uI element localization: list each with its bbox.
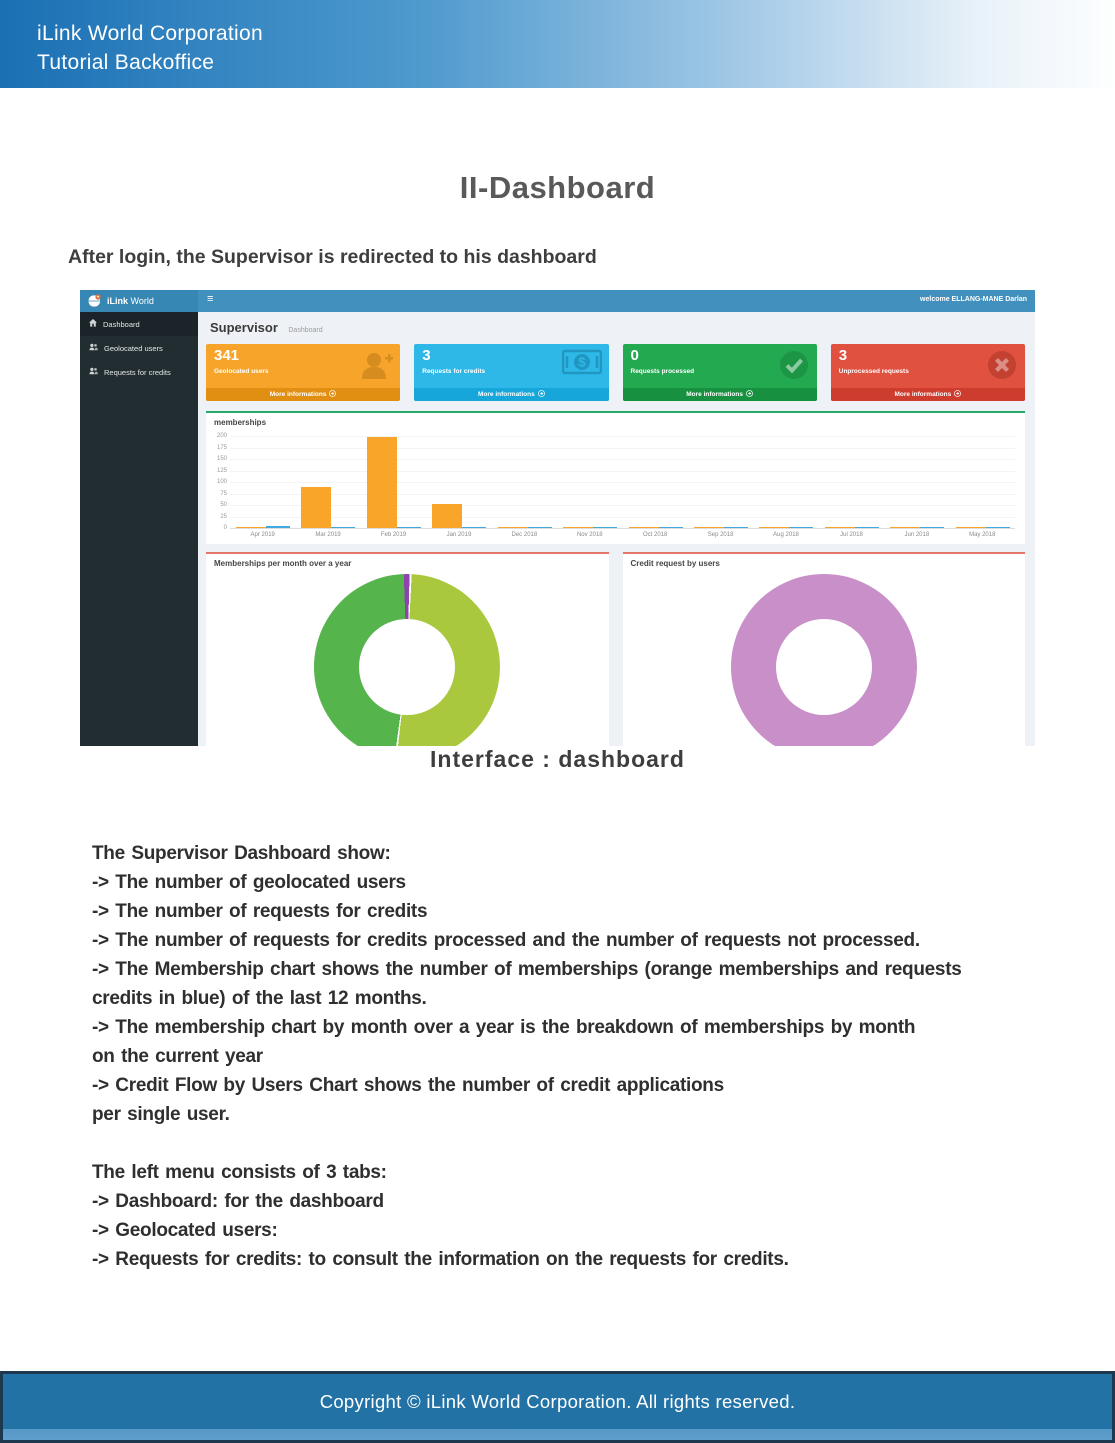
bar-group-mar-2019 [301, 487, 355, 528]
body-text [92, 839, 1052, 1274]
requests-credits-bar [462, 527, 486, 528]
requests-credits-bar [986, 527, 1010, 528]
users-icon [89, 343, 98, 353]
gridline [230, 528, 1015, 529]
content-breadcrumb: Dashboard [288, 327, 323, 334]
memberships-bar [825, 527, 855, 528]
arrow-circle-icon [538, 390, 545, 399]
page-title: II-Dashboard [459, 170, 656, 205]
requests-credits-bar [331, 527, 355, 528]
body-line: -> Credit Flow by Users Chart shows the number of credit applications [92, 1075, 724, 1096]
more-informations-link[interactable]: More informations [414, 388, 608, 401]
stat-card-geolocated-users [206, 344, 400, 401]
requests-credits-bar [789, 527, 813, 528]
x-axis-label: Feb 2019 [380, 532, 407, 538]
memberships-chart-panel [206, 411, 1025, 544]
y-axis-tick: 175 [216, 444, 227, 451]
x-axis-label: Mar 2019 [315, 532, 341, 538]
donut-charts-row [206, 552, 1025, 746]
stat-label: Unprocessed requests [838, 368, 909, 375]
content-header [198, 312, 1035, 342]
body-line: -> The number of requests for credits processed and the number of requests not processed. [92, 930, 920, 951]
sidebar-item-label: Geolocated users [104, 343, 163, 353]
body-line: -> Requests for credits: to consult the information on the requests for credits. [92, 1249, 789, 1270]
gridline [230, 482, 1015, 483]
stat-label: Requests processed [630, 368, 695, 375]
memberships-bar [301, 487, 331, 528]
body-line: -> Dashboard: for the dashboard [92, 1191, 384, 1212]
stat-value: 3 [838, 347, 848, 364]
x-axis-label: Oct 2018 [643, 532, 668, 538]
body-line: per single user. [92, 1104, 230, 1125]
requests-credits-bar [397, 527, 421, 528]
bar-group-apr-2019 [236, 526, 290, 528]
memberships-donut-panel [206, 552, 609, 746]
bar-group-oct-2018 [629, 527, 683, 528]
body-line: -> Geolocated users: [92, 1220, 278, 1241]
credit-requests-donut-panel [623, 552, 1026, 746]
y-axis-tick: 50 [220, 502, 227, 508]
bar-group-feb-2019 [367, 437, 421, 528]
more-informations-link[interactable]: More informations [831, 388, 1025, 401]
globe-pin-icon [88, 294, 102, 308]
sidebar-item-label: Requests for credits [104, 367, 171, 377]
arrow-circle-icon [329, 390, 336, 399]
stat-value: 3 [422, 347, 431, 364]
user-plus-icon [359, 349, 393, 386]
dashboard-main [198, 312, 1035, 746]
screenshot-caption: Interface : dashboard [430, 746, 685, 772]
memberships-bar-chart [216, 433, 1015, 538]
stat-card-unprocessed-requests [831, 344, 1025, 401]
requests-credits-bar [855, 527, 879, 528]
bar-group-may-2018 [956, 527, 1010, 528]
donut-hole [776, 619, 872, 715]
stat-card-requests-for-credits [414, 344, 608, 401]
stat-card-requests-processed [623, 344, 817, 401]
requests-credits-bar [593, 527, 617, 528]
document-header [0, 0, 1115, 88]
x-axis-label: May 2018 [969, 532, 996, 538]
bar-group-jun-2018 [890, 527, 944, 528]
body-line: The Supervisor Dashboard show: [92, 843, 391, 864]
y-axis-tick: 0 [223, 525, 227, 531]
bar-group-nov-2018 [563, 527, 617, 528]
requests-credits-bar [920, 527, 944, 528]
y-axis-tick: 75 [220, 490, 227, 497]
memberships-bar [236, 527, 266, 528]
stat-label: Geolocated users [214, 368, 269, 375]
stat-label: Requests for credits [422, 368, 486, 375]
memberships-donut-title: Memberships per month over a year [214, 559, 352, 568]
body-line: -> The number of requests for credits [92, 901, 428, 922]
memberships-chart-title: memberships [214, 418, 267, 427]
menu-toggle-icon[interactable]: ≡ [207, 293, 214, 305]
body-line [92, 1129, 1052, 1158]
x-axis-label: Nov 2018 [576, 532, 603, 538]
memberships-bar [563, 527, 593, 528]
y-axis-tick: 150 [216, 456, 227, 462]
welcome-user-text: welcome ELLANG-MANE Darlan [920, 296, 1027, 303]
credit-requests-donut-chart [731, 574, 917, 746]
body-line: -> The membership chart by month over a year is the breakdown of memberships by month [92, 1017, 916, 1038]
memberships-bar [432, 504, 462, 528]
body-line: -> The Membership chart shows the number of memberships (orange memberships and requests [92, 959, 962, 980]
bar-group-sep-2018 [694, 527, 748, 528]
memberships-bar [890, 527, 920, 528]
memberships-bar [629, 527, 659, 528]
bar-group-jan-2019 [432, 504, 486, 528]
memberships-bar [956, 527, 986, 528]
requests-credits-bar [659, 527, 683, 528]
body-line: credits in blue) of the last 12 months. [92, 988, 427, 1009]
svg-text:$: $ [577, 354, 586, 370]
requests-credits-bar [528, 527, 552, 528]
document-name: Tutorial Backoffice [37, 51, 215, 74]
requests-credits-bar [266, 526, 290, 528]
memberships-bar [694, 527, 724, 528]
sidebar-item-requests-for-credits[interactable] [80, 360, 198, 384]
more-informations-link[interactable]: More informations [623, 388, 817, 401]
y-axis-tick: 100 [216, 479, 227, 485]
memberships-bar [759, 527, 789, 528]
x-axis-label: Dec 2018 [511, 532, 538, 538]
memberships-bar [498, 527, 528, 528]
stat-cards-row [206, 344, 1025, 401]
sidebar-item-geolocated-users[interactable] [80, 336, 198, 360]
credit-requests-donut-title: Credit request by users [630, 559, 720, 568]
x-axis-label: Jan 2019 [446, 532, 472, 538]
intro-text: After login, the Supervisor is redirected to his dashboard [68, 246, 597, 268]
y-axis-tick: 125 [216, 467, 227, 474]
body-line: The left menu consists of 3 tabs: [92, 1162, 387, 1183]
dollar-bill-icon [562, 349, 602, 380]
brand-text: iLink World [107, 296, 154, 306]
gridline [230, 436, 1015, 437]
company-name: iLink World Corporation [37, 22, 263, 45]
sidebar-item-dashboard[interactable] [80, 312, 198, 336]
arrow-circle-icon [954, 390, 961, 399]
x-axis-label: Sep 2018 [707, 532, 734, 538]
navbar-main [198, 290, 1035, 312]
home-icon [89, 319, 97, 329]
more-informations-link[interactable]: More informations [206, 388, 400, 401]
gridline [230, 448, 1015, 449]
memberships-donut-chart [314, 574, 500, 746]
arrow-circle-icon [746, 390, 753, 399]
donut-hole [359, 619, 455, 715]
x-axis-label: Aug 2018 [773, 532, 799, 538]
content-title: Supervisor [210, 320, 278, 335]
body-line: -> The number of geolocated users [92, 872, 406, 893]
x-axis-label: Jun 2018 [904, 532, 930, 538]
top-navbar [80, 290, 1035, 312]
sidebar-item-label: Dashboard [103, 319, 140, 329]
brand[interactable] [80, 290, 198, 312]
stat-value: 341 [214, 347, 240, 364]
gridline [230, 459, 1015, 460]
document-footer [0, 1371, 1115, 1443]
memberships-bar [367, 437, 397, 528]
copyright-text: Copyright © iLink World Corporation. All rights reserved. [319, 1391, 796, 1412]
requests-credits-bar [724, 527, 748, 528]
y-axis-tick: 25 [220, 513, 227, 520]
sidebar [80, 312, 198, 746]
bar-group-dec-2018 [498, 527, 552, 528]
check-circle-icon [778, 349, 810, 386]
bar-group-aug-2018 [759, 527, 813, 528]
body-line: on the current year [92, 1046, 263, 1067]
x-circle-icon [986, 349, 1018, 386]
x-axis-label: Jul 2018 [840, 532, 863, 538]
bar-group-jul-2018 [825, 527, 879, 528]
y-axis-tick: 200 [216, 433, 227, 439]
x-axis-label: Apr 2019 [250, 532, 275, 538]
gridline [230, 471, 1015, 472]
stat-value: 0 [630, 347, 639, 364]
users-icon [89, 367, 98, 377]
dashboard-screenshot [80, 290, 1035, 746]
